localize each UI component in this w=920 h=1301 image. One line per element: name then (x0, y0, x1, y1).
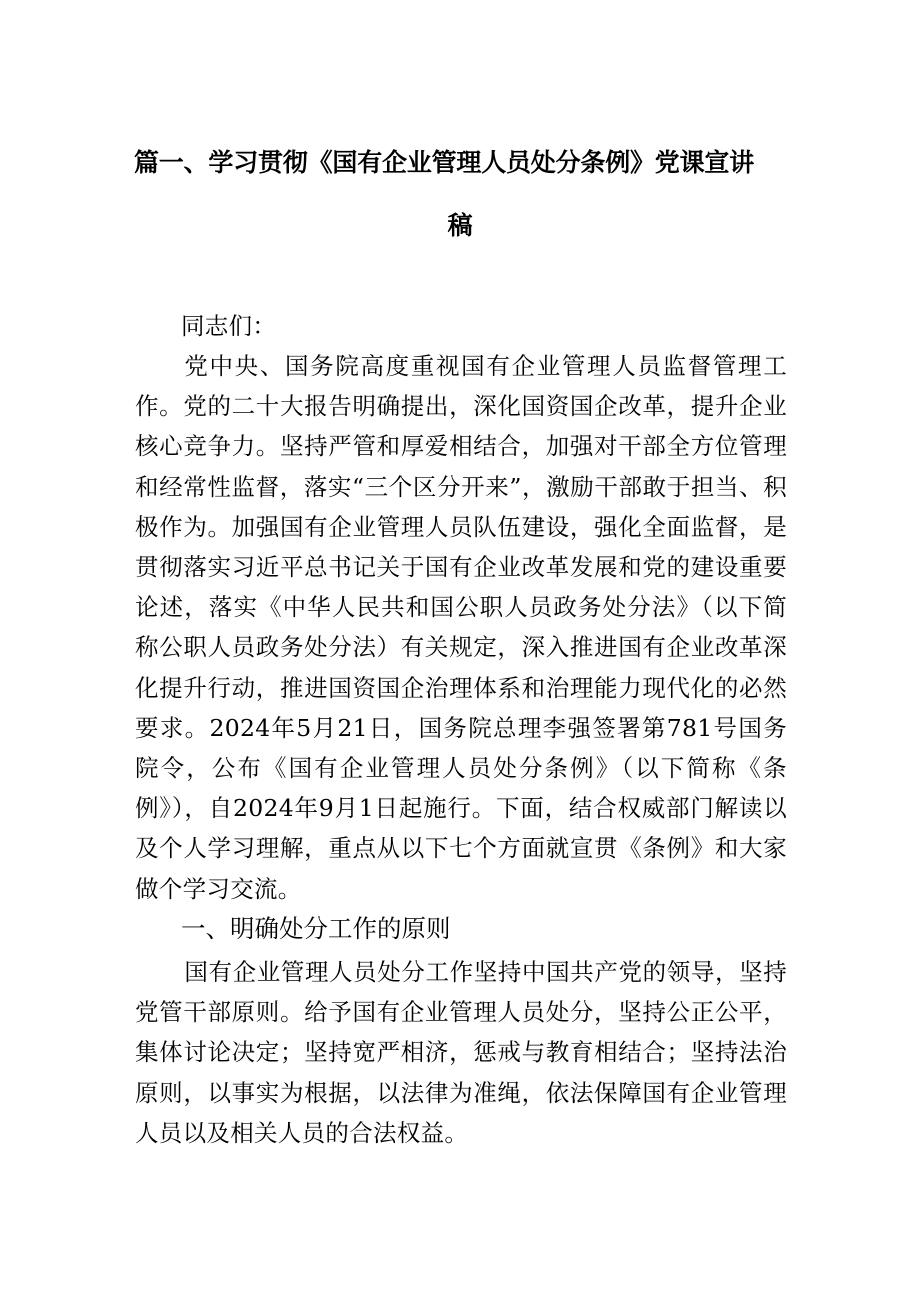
document-title-line1: 篇一、学习贯彻《国有企业管理人员处分条例》党课宣讲 (134, 148, 755, 177)
paragraph-text: 党中央、国务院高度重视国有企业管理人员监督管理工作。党的二十大报告明确提出，深化国资国企改革，提升企业核心竞争力。坚持严管和厚爱相结合，加强对干部全方位管理和经常性监督，落实“三个区分开来”，激励干部敢于担当、积极作为。加强国有企业管理人员队伍建设，强化全面监督，是贯彻落实习近平总书记关于国有企业改革发展和党的建设重要论述，落实《中华人民共和国公职人员政务处分法》（以下简称公职人员政务处分法）有关规定，深入推进国有企业改革深化提升行动，推进国资国企治理体系和治理能力现代化的必然要求。2024年5月21日，国务院总理李强签署第781号国务院令，公布《国有企业管理人员处分条例》（以下简称《条例》），自2024年9月1日起施行。下面，结合权威部门解读以及个人学习理解，重点从以下七个方面就宣贯《条例》和大家做个学习交流。 (135, 352, 787, 903)
document-title-line2: 稿 (447, 211, 473, 240)
section-heading-1: 一、明确处分工作的原则 (181, 914, 451, 943)
greeting: 同志们： (181, 312, 277, 340)
body-paragraph-1 (135, 346, 787, 909)
paragraph-text: 国有企业管理人员处分工作坚持中国共产党的领导，坚持党管干部原则。给予国有企业管理人员处分，坚持公正公平，集体讨论决定；坚持宽严相济，惩戒与教育相结合；坚持法治原则，以事实为根据，以法律为准绳，依法保障国有企业管理人员以及相关人员的合法权益。 (135, 958, 787, 1147)
body-paragraph-2 (135, 952, 787, 1153)
